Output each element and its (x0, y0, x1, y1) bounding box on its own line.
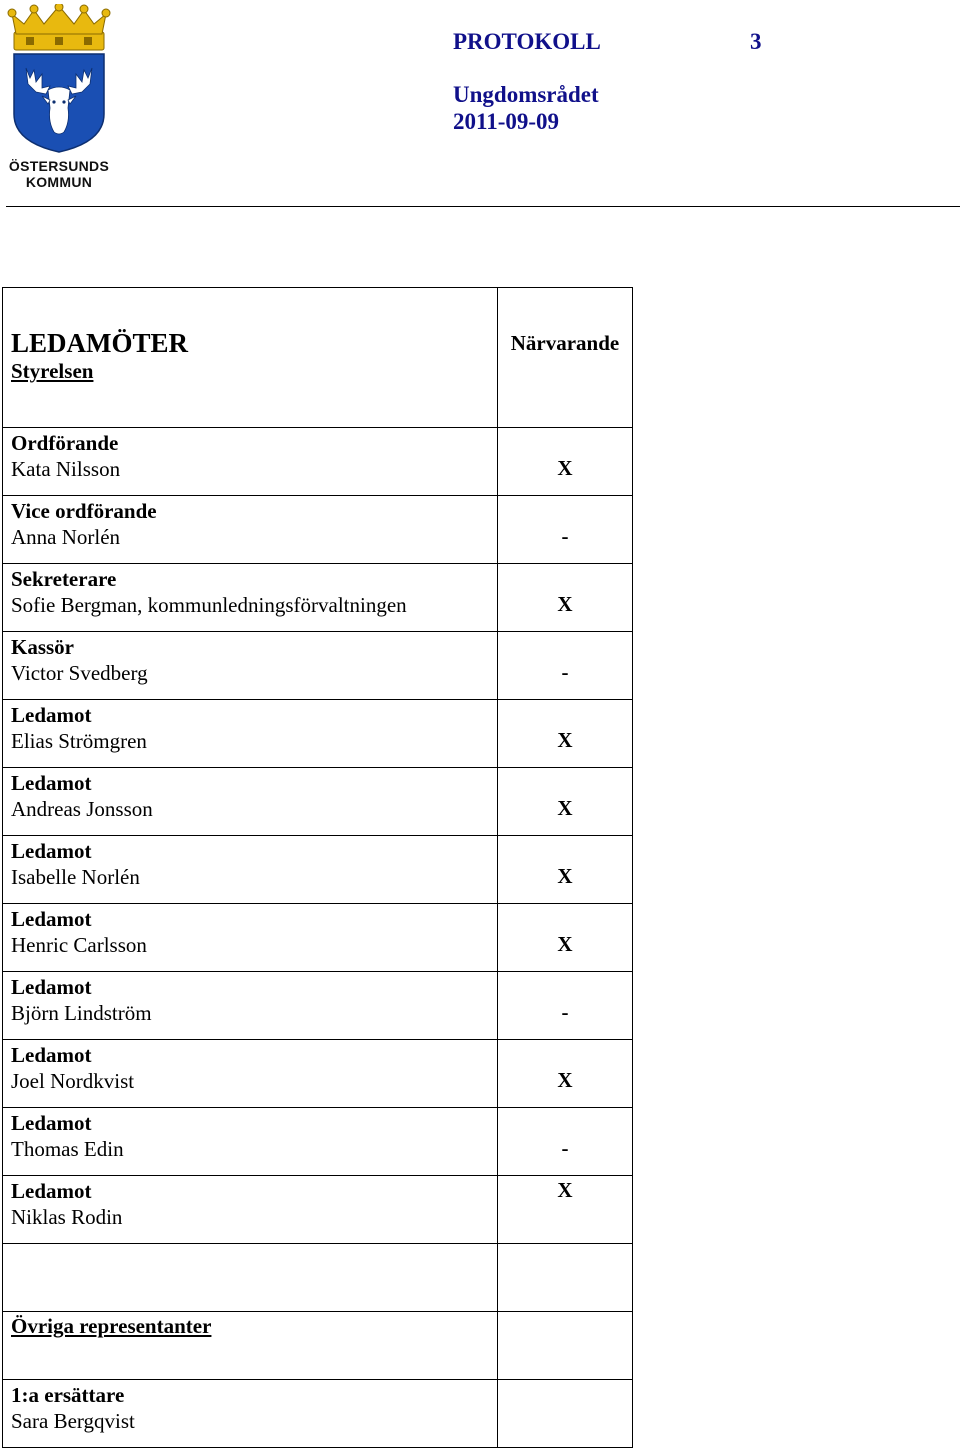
attendance-mark: - (561, 1136, 569, 1160)
member-name: Victor Svedberg (11, 661, 148, 685)
table-row (3, 564, 633, 632)
member-role: 1:a ersättare (11, 1383, 125, 1407)
table-row (3, 496, 633, 564)
table-row-empty (3, 1244, 633, 1312)
member-role: Ledamot (11, 1179, 92, 1203)
table-row (3, 768, 633, 836)
member-name: Sara Bergqvist (11, 1409, 135, 1433)
member-role: Kassör (11, 635, 74, 659)
attendance-mark: X (557, 864, 573, 888)
member-role: Ledamot (11, 1111, 92, 1135)
member-name: Henric Carlsson (11, 933, 147, 957)
member-role: Ledamot (11, 1043, 92, 1067)
attendance-table (2, 287, 633, 1448)
member-role: Ledamot (11, 771, 92, 795)
member-name: Andreas Jonsson (11, 797, 153, 821)
member-role: Sekreterare (11, 567, 117, 591)
attendance-mark: X (557, 796, 573, 820)
table-row (3, 1176, 633, 1244)
member-name: Elias Strömgren (11, 729, 147, 753)
member-role: Ledamot (11, 907, 92, 931)
member-role: Ledamot (11, 839, 92, 863)
page-number: 3 (750, 29, 762, 54)
member-name: Joel Nordkvist (11, 1069, 135, 1093)
other-representatives-heading: Övriga representanter (11, 1314, 212, 1338)
attendance-mark: X (557, 592, 573, 616)
organization-name: Ungdomsrådet (453, 82, 599, 107)
document-title: PROTOKOLL (453, 29, 601, 54)
table-row (3, 904, 633, 972)
table-row (3, 972, 633, 1040)
municipality-logo (6, 4, 112, 194)
attendance-mark (498, 1380, 632, 1408)
attendance-mark: - (561, 1000, 569, 1024)
attendance-mark: - (561, 524, 569, 548)
table-row (3, 1380, 633, 1448)
header-divider (6, 206, 960, 207)
member-name: Björn Lindström (11, 1001, 152, 1025)
header-present-cell (498, 288, 633, 428)
member-name: Isabelle Norlén (11, 865, 140, 889)
member-role: Ledamot (11, 703, 92, 727)
member-role: Ordförande (11, 431, 119, 455)
attendance-mark: X (557, 932, 573, 956)
present-column-header: Närvarande (510, 331, 620, 355)
attendance-mark: X (557, 456, 573, 480)
table-row (3, 1040, 633, 1108)
logo-text-line1: ÖSTERSUNDS (8, 158, 110, 174)
table-header-row (3, 288, 633, 428)
member-name: Sofie Bergman, kommunledningsförvaltningen (11, 593, 407, 617)
table-row (3, 700, 633, 768)
member-name: Niklas Rodin (11, 1205, 123, 1229)
member-name: Kata Nilsson (11, 457, 121, 481)
table-row (3, 632, 633, 700)
header-name-cell (3, 288, 498, 428)
board-subheading: Styrelsen (11, 359, 94, 383)
attendance-mark: - (561, 660, 569, 684)
attendance-mark: X (557, 728, 573, 752)
attendance-mark: X (557, 1068, 573, 1092)
member-role: Ledamot (11, 975, 92, 999)
coat-of-arms-icon (6, 4, 112, 154)
table-row (3, 428, 633, 496)
logo-text-line2: KOMMUN (25, 174, 93, 190)
member-name: Thomas Edin (11, 1137, 124, 1161)
member-name: Anna Norlén (11, 525, 121, 549)
attendance-mark: X (557, 1178, 573, 1202)
member-role: Vice ordförande (11, 499, 157, 523)
meeting-date: 2011-09-09 (453, 109, 560, 134)
table-row (3, 1108, 633, 1176)
table-row (3, 1312, 633, 1380)
table-row (3, 836, 633, 904)
members-heading: LEDAMÖTER (11, 328, 189, 358)
